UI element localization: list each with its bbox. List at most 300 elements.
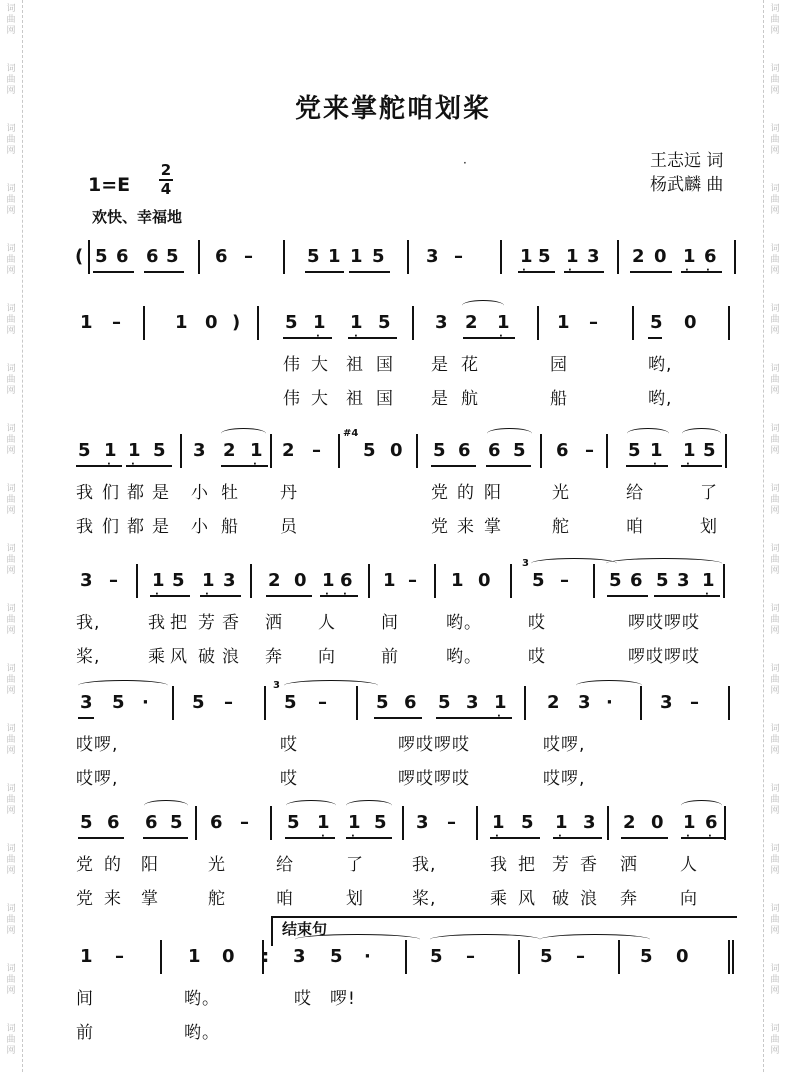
slur (346, 800, 392, 811)
watermark-text: 词 曲 网 (6, 724, 16, 756)
note: 1 (702, 570, 715, 591)
beam-underline (630, 271, 672, 273)
octave-dot: · (706, 265, 710, 276)
lyric-verse-1: 是 (431, 355, 449, 375)
lyric-verse-2: 咱 (276, 889, 294, 909)
note: 1 (650, 440, 663, 461)
octave-dot: · (205, 589, 209, 600)
note: 1 (494, 692, 507, 713)
note: 5 (378, 312, 391, 333)
watermark-text: 词 曲 网 (6, 364, 16, 396)
beam-underline (626, 465, 668, 467)
barline (724, 806, 726, 840)
note: · (606, 692, 613, 713)
note: 0 (684, 312, 697, 333)
lyric-verse-1: 我 (490, 855, 508, 875)
mark-dot: · (463, 156, 467, 170)
note: 1 (557, 312, 570, 333)
note: 1 (683, 440, 696, 461)
note: 3 (677, 570, 690, 591)
lyric-verse-1: 丹 (280, 483, 298, 503)
note: – (109, 570, 118, 591)
octave-dot: · (653, 459, 657, 470)
watermark-text: 词 曲 网 (6, 124, 16, 156)
lyric-verse-1: 伟 (283, 355, 301, 375)
note: 6 (146, 246, 159, 267)
lyric-verse-2: 破 (552, 889, 570, 909)
left-watermark-column (0, 0, 23, 1072)
note: 5 (95, 246, 108, 267)
barline (257, 306, 259, 340)
watermark-text: 词 曲 网 (6, 784, 16, 816)
lyric-verse-2: 哟, (648, 389, 673, 409)
note: 5 (532, 570, 545, 591)
lyric-verse-1: 我 (76, 483, 94, 503)
note: 5 (703, 440, 716, 461)
note: 5 (540, 946, 553, 967)
barline (402, 806, 404, 840)
lyric-verse-2: 划 (346, 889, 364, 909)
lyric-verse-1: 是 (152, 483, 170, 503)
lyric-verse-2: 哟。 (446, 647, 482, 667)
lyric-verse-1: 光 (208, 855, 226, 875)
note: 5 (640, 946, 653, 967)
watermark-text: 词 曲 网 (770, 304, 780, 336)
lyric-verse-2: 破 (198, 647, 216, 667)
note: 6 (556, 440, 569, 461)
note: ( (75, 246, 84, 267)
lyric-verse-1: 间 (381, 613, 399, 633)
note: 3 (578, 692, 591, 713)
slur (286, 800, 336, 811)
note: 5 (433, 440, 446, 461)
octave-dot: · (522, 265, 526, 276)
beam-underline (285, 837, 335, 839)
note: 0 (651, 812, 664, 833)
note: 1 (451, 570, 464, 591)
note: 5 (513, 440, 526, 461)
barline (728, 306, 730, 340)
lyric-verse-2: 啰哎啰哎 (628, 647, 700, 667)
lyric-verse-1: 的 (104, 855, 122, 875)
note: 1 (128, 440, 141, 461)
ending-label: 结束句 (282, 920, 328, 938)
note: – (408, 570, 417, 591)
octave-dot: · (685, 265, 689, 276)
barline (270, 806, 272, 840)
beam-underline (221, 465, 268, 467)
note: 0 (222, 946, 235, 967)
lyric-verse-2: 舵 (208, 889, 226, 909)
note: 0 (478, 570, 491, 591)
note: 1 (152, 570, 165, 591)
note: 3 (416, 812, 429, 833)
lyric-verse-1: 哎啰, (543, 735, 586, 755)
note: 6 (630, 570, 643, 591)
watermark-text: 词 曲 网 (6, 1024, 16, 1056)
lyric-verse-1: 啰! (330, 989, 356, 1009)
note: – (576, 946, 585, 967)
lyric-verse-2: 航 (461, 389, 479, 409)
watermark-text: 词 曲 网 (770, 364, 780, 396)
ending-bracket-side (271, 916, 273, 946)
lyric-verse-1: 芳 (552, 855, 570, 875)
watermark-text: 词 曲 网 (6, 304, 16, 336)
watermark-text: 词 曲 网 (770, 784, 780, 816)
slur (78, 680, 168, 691)
watermark-text: 词 曲 网 (6, 904, 16, 936)
barline (607, 806, 609, 840)
note: 5 (284, 692, 297, 713)
note: – (589, 312, 598, 333)
lyric-verse-2: 哎 (528, 647, 546, 667)
composer-credit: 杨武麟 曲 (650, 175, 724, 195)
note: 3 (660, 692, 673, 713)
note: 1 (328, 246, 341, 267)
note: 5 (307, 246, 320, 267)
octave-dot: · (107, 459, 111, 470)
lyric-verse-1: 园 (550, 355, 568, 375)
note: 1 (683, 812, 696, 833)
beam-underline (486, 465, 531, 467)
barline (434, 564, 436, 598)
lyric-verse-1: 小 (191, 483, 209, 503)
beam-underline (76, 465, 122, 467)
note: 0 (390, 440, 403, 461)
barline (540, 434, 542, 468)
note: 3 (223, 570, 236, 591)
note: 5 (372, 246, 385, 267)
three-marker: 3 (273, 680, 280, 691)
note: 1 (350, 312, 363, 333)
note: 1 (520, 246, 533, 267)
barline (88, 240, 90, 274)
note: 5 (438, 692, 451, 713)
barline (732, 940, 734, 974)
lyric-verse-1: 把 (170, 613, 188, 633)
note: 2 (465, 312, 478, 333)
watermark-text: 词 曲 网 (770, 544, 780, 576)
barline (412, 306, 414, 340)
octave-dot: · (131, 459, 135, 470)
lyric-verse-2: 奔 (620, 889, 638, 909)
barline (618, 940, 620, 974)
watermark-text: 词 曲 网 (770, 424, 780, 456)
note: 3 (583, 812, 596, 833)
note: 6 (488, 440, 501, 461)
note: 5 (650, 312, 663, 333)
barline (518, 940, 520, 974)
lyric-verse-2: 前 (381, 647, 399, 667)
barline (198, 240, 200, 274)
lyric-verse-2: 国 (376, 389, 394, 409)
beam-underline (283, 337, 332, 339)
lyric-verse-1: 的 (457, 483, 475, 503)
octave-dot: · (705, 589, 709, 600)
barline (356, 686, 358, 720)
note: – (318, 692, 327, 713)
octave-dot: · (155, 589, 159, 600)
note: – (560, 570, 569, 591)
note: 1 (492, 812, 505, 833)
lyric-verse-1: 洒 (265, 613, 283, 633)
ending-bracket (271, 916, 737, 918)
lyric-verse-1: 花 (461, 355, 479, 375)
barline (617, 240, 619, 274)
note: ) (232, 312, 241, 333)
beam-underline (431, 465, 476, 467)
note: 5 (430, 946, 443, 967)
note: 3 (587, 246, 600, 267)
lyric-verse-1: 祖 (346, 355, 364, 375)
watermark-text: 词 曲 网 (6, 544, 16, 576)
lyric-verse-2: 员 (280, 517, 298, 537)
three-marker: 3 (522, 558, 529, 569)
watermark-text: 词 曲 网 (6, 964, 16, 996)
lyric-verse-2: 船 (221, 517, 239, 537)
note: – (466, 946, 475, 967)
note: 6 (145, 812, 158, 833)
octave-dot: · (497, 711, 501, 722)
lyric-verse-1: 哟。 (184, 989, 220, 1009)
note: 5 (170, 812, 183, 833)
lyric-verse-2: 咱 (626, 517, 644, 537)
watermark-text: 词 曲 网 (770, 184, 780, 216)
slur (606, 558, 722, 569)
watermark-text: 词 曲 网 (770, 724, 780, 756)
lyric-verse-2: 我 (76, 517, 94, 537)
note: – (112, 312, 121, 333)
note: 1 (383, 570, 396, 591)
lyric-verse-2: 哎啰, (543, 769, 586, 789)
slur (487, 428, 532, 439)
note: 3 (293, 946, 306, 967)
note: 3 (466, 692, 479, 713)
lyric-verse-1: 香 (222, 613, 240, 633)
lyric-verse-2: 来 (457, 517, 475, 537)
lyric-verse-1: 啰哎啰哎 (628, 613, 700, 633)
lyric-verse-1: 党 (76, 855, 94, 875)
watermark-text: 词 曲 网 (6, 604, 16, 636)
barline (728, 686, 730, 720)
lyric-verse-2: 向 (680, 889, 698, 909)
lyric-verse-2: 哟。 (184, 1023, 220, 1043)
watermark-text: 词 曲 网 (6, 244, 16, 276)
watermark-text: 词 曲 网 (6, 4, 16, 36)
slur (576, 680, 642, 691)
beam-underline (266, 595, 312, 597)
octave-dot: · (325, 589, 329, 600)
note: 2 (547, 692, 560, 713)
note: 5 (628, 440, 641, 461)
note: 3 (80, 692, 93, 713)
slur (531, 558, 617, 569)
note: 6 (116, 246, 129, 267)
note: 3 (80, 570, 93, 591)
note: 0 (654, 246, 667, 267)
barline (734, 240, 736, 274)
octave-dot: · (708, 831, 712, 842)
watermark-text: 词 曲 网 (6, 484, 16, 516)
slur (284, 680, 378, 691)
watermark-text: 词 曲 网 (6, 424, 16, 456)
lyric-verse-1: 芳 (198, 613, 216, 633)
lyric-verse-1: 了 (346, 855, 364, 875)
lyric-verse-2: 小 (191, 517, 209, 537)
note: 5 (656, 570, 669, 591)
barline (510, 564, 512, 598)
barline (283, 240, 285, 274)
note: 5 (521, 812, 534, 833)
lyric-verse-2: 奔 (265, 647, 283, 667)
note: 5 (78, 440, 91, 461)
sharp-sign: #4 (343, 428, 359, 439)
lyric-verse-2: 乘 (490, 889, 508, 909)
lyricist-credit: 王志远 词 (650, 151, 724, 171)
lyric-verse-2: 来 (104, 889, 122, 909)
watermark-text: 词 曲 网 (6, 64, 16, 96)
note: 6 (704, 246, 717, 267)
barline (640, 686, 642, 720)
beam-underline (374, 717, 422, 719)
lyric-verse-1: 哟。 (446, 613, 482, 633)
lyric-verse-2: 啰哎啰哎 (398, 769, 470, 789)
note: 5 (192, 692, 205, 713)
lyric-verse-2: 向 (318, 647, 336, 667)
note: 2 (223, 440, 236, 461)
lyric-verse-1: 们 (102, 483, 120, 503)
note: 3 (426, 246, 439, 267)
octave-dot: · (316, 331, 320, 342)
note: 2 (623, 812, 636, 833)
lyric-verse-2: 伟 (283, 389, 301, 409)
lyric-verse-2: 掌 (484, 517, 502, 537)
note: 5 (153, 440, 166, 461)
lyric-verse-2: 划 (700, 517, 718, 537)
lyric-verse-2: 桨, (76, 647, 101, 667)
barline (416, 434, 418, 468)
note: 5 (609, 570, 622, 591)
note: 0 (294, 570, 307, 591)
watermark-text: 词 曲 网 (770, 64, 780, 96)
slur (627, 428, 669, 439)
right-watermark-column (763, 0, 786, 1072)
beam-underline (78, 837, 124, 839)
watermark-text: 词 曲 网 (770, 124, 780, 156)
note: 1 (202, 570, 215, 591)
time-signature-top: 2 (160, 161, 172, 179)
lyric-verse-2: 是 (431, 389, 449, 409)
watermark-text: 词 曲 网 (770, 1024, 780, 1056)
lyric-verse-1: 把 (518, 855, 536, 875)
lyric-verse-2: 桨, (412, 889, 437, 909)
beam-underline (621, 837, 668, 839)
barline (593, 564, 595, 598)
lyric-verse-1: 我 (148, 613, 166, 633)
octave-dot: · (568, 265, 572, 276)
beam-underline (654, 595, 720, 597)
watermark-text: 词 曲 网 (6, 664, 16, 696)
barline (250, 564, 252, 598)
note: – (224, 692, 233, 713)
note: 1 (313, 312, 326, 333)
beam-underline (648, 337, 662, 339)
time-signature-bottom: 4 (160, 180, 172, 198)
note: 3 (435, 312, 448, 333)
lyric-verse-2: 风 (518, 889, 536, 909)
lyric-verse-2: 哎 (280, 769, 298, 789)
lyric-verse-1: 人 (318, 613, 336, 633)
note: – (454, 246, 463, 267)
lyric-verse-1: 党 (431, 483, 449, 503)
note: 1 (566, 246, 579, 267)
beam-underline (305, 271, 344, 273)
beam-underline (143, 837, 188, 839)
lyric-verse-1: 啰哎啰哎 (398, 735, 470, 755)
song-title: 党来掌舵咱划桨 (294, 94, 491, 124)
barline (136, 564, 138, 598)
barline (264, 686, 266, 720)
slur (144, 800, 188, 811)
barline (725, 434, 727, 468)
lyric-verse-2: 们 (102, 517, 120, 537)
barline (476, 806, 478, 840)
octave-dot: · (321, 831, 325, 842)
octave-dot: · (558, 831, 562, 842)
barline (368, 564, 370, 598)
time-signature (158, 162, 174, 198)
note: – (244, 246, 253, 267)
note: 1 (683, 246, 696, 267)
lyric-verse-1: 人 (680, 855, 698, 875)
note: 5 (287, 812, 300, 833)
lyric-verse-2: 党 (431, 517, 449, 537)
barline (172, 686, 174, 720)
note: – (585, 440, 594, 461)
note: 1 (175, 312, 188, 333)
slur (682, 428, 721, 439)
beam-underline (463, 337, 515, 339)
note: 2 (632, 246, 645, 267)
note: – (447, 812, 456, 833)
watermark-text: 词 曲 网 (770, 844, 780, 876)
lyric-verse-2: 舵 (552, 517, 570, 537)
lyric-verse-1: 哎 (294, 989, 312, 1009)
note: 2 (268, 570, 281, 591)
octave-dot: · (343, 589, 347, 600)
barline (407, 240, 409, 274)
note: · (364, 946, 371, 967)
note: 1 (317, 812, 330, 833)
tempo-marking: 欢快、幸福地 (92, 208, 183, 226)
watermark-text: 词 曲 网 (770, 904, 780, 936)
beam-underline (144, 271, 184, 273)
slur (462, 300, 504, 311)
lyric-verse-1: 哟, (648, 355, 673, 375)
barline (723, 564, 725, 598)
barline (180, 434, 182, 468)
octave-dot: · (253, 459, 257, 470)
note: 5 (330, 946, 343, 967)
note: 6 (404, 692, 417, 713)
note: 1 (555, 812, 568, 833)
note: 0 (676, 946, 689, 967)
lyric-verse-1: 哎 (280, 735, 298, 755)
note: 5 (376, 692, 389, 713)
note: 1 (104, 440, 117, 461)
note: 5 (172, 570, 185, 591)
barline (270, 434, 272, 468)
